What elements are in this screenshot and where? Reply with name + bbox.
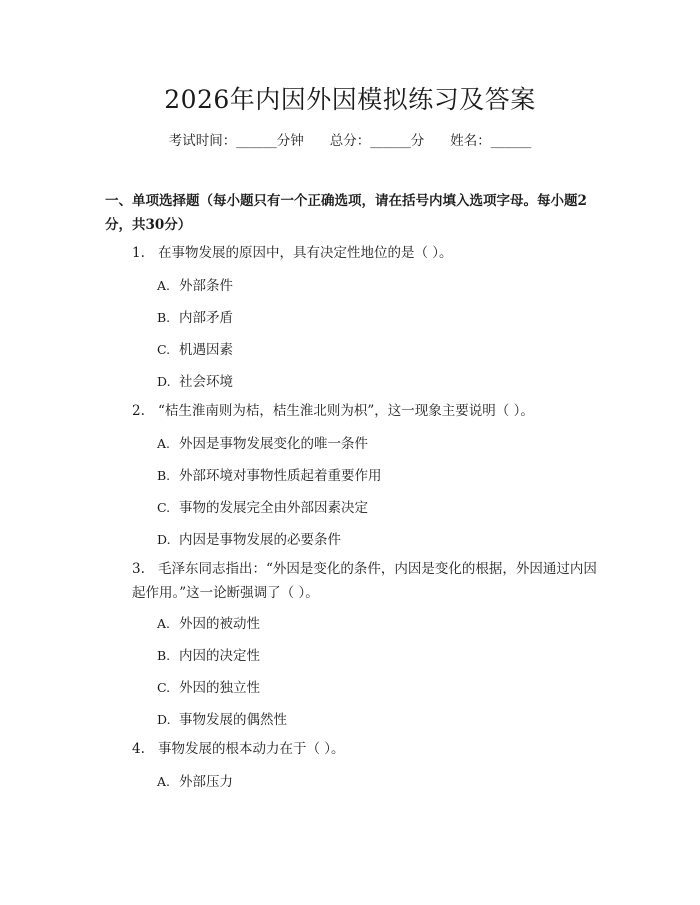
question-1: [132, 241, 602, 265]
option-text: 社会环境: [179, 374, 233, 390]
option-1d: [157, 372, 233, 392]
question-number: 1.: [132, 245, 145, 261]
option-letter: A.: [157, 774, 171, 789]
question-number: 2.: [132, 403, 145, 419]
option-3c: [157, 678, 260, 698]
question-text: 在事物发展的原因中，具有决定性地位的是（ ）。: [158, 245, 453, 261]
exam-time-field: 考试时间：______分钟: [168, 133, 304, 149]
document-title: 2026年内因外因模拟练习及答案: [164, 85, 536, 114]
option-letter: C.: [157, 680, 171, 695]
option-letter: D.: [157, 532, 171, 547]
option-letter: B.: [157, 648, 171, 663]
option-2a: [157, 434, 368, 454]
option-2c: [157, 498, 368, 518]
option-2d: [157, 530, 341, 550]
option-text: 外部条件: [179, 278, 233, 294]
option-letter: A.: [157, 278, 171, 293]
option-letter: A.: [157, 436, 171, 451]
question-text: “桔生淮南则为桔，桔生淮北则为枳”，这一现象主要说明（ ）。: [158, 403, 534, 419]
option-letter: C.: [157, 342, 171, 357]
option-letter: A.: [157, 616, 171, 631]
option-text: 内因的决定性: [179, 648, 260, 664]
option-letter: B.: [157, 468, 171, 483]
option-text: 外因的独立性: [179, 680, 260, 696]
question-text: 事物发展的根本动力在于（ ）。: [158, 741, 345, 757]
option-text: 外因是事物发展变化的唯一条件: [179, 436, 368, 452]
question-number: 3.: [132, 561, 145, 577]
name-field: 姓名：______: [450, 133, 532, 149]
option-text: 内因是事物发展的必要条件: [179, 532, 341, 548]
option-3b: [157, 646, 260, 666]
option-2b: [157, 466, 382, 486]
option-1c: [157, 340, 233, 360]
option-text: 外部压力: [179, 774, 233, 790]
option-letter: D.: [157, 712, 171, 727]
option-text: 事物的发展完全由外部因素决定: [179, 500, 368, 516]
option-letter: C.: [157, 500, 171, 515]
option-letter: B.: [157, 310, 171, 325]
question-4: [132, 737, 602, 761]
option-text: 外部环境对事物性质起着重要作用: [179, 468, 382, 484]
option-text: 机遇因素: [179, 342, 233, 358]
section-heading: 一、单项选择题（每小题只有一个正确选项，请在括号内填入选项字母。每小题2分，共30分）: [105, 193, 587, 233]
option-text: 内部矛盾: [179, 310, 233, 326]
option-3a: [157, 614, 260, 634]
question-2: [132, 399, 602, 423]
question-text: 毛泽东同志指出：“外因是变化的条件，内因是变化的根据，外因通过内因起作用。”这一论断强调了（ ）。: [132, 561, 597, 601]
option-text: 外因的被动性: [179, 616, 260, 632]
option-letter: D.: [157, 374, 171, 389]
option-3d: [157, 710, 287, 730]
question-number: 4.: [132, 741, 145, 757]
option-1b: [157, 308, 233, 328]
option-4a: [157, 772, 233, 792]
option-text: 事物发展的偶然性: [179, 712, 287, 728]
total-score-field: 总分：______分: [329, 133, 425, 149]
option-1a: [157, 276, 233, 296]
exam-meta-line: [0, 131, 700, 151]
question-3: [132, 557, 600, 605]
